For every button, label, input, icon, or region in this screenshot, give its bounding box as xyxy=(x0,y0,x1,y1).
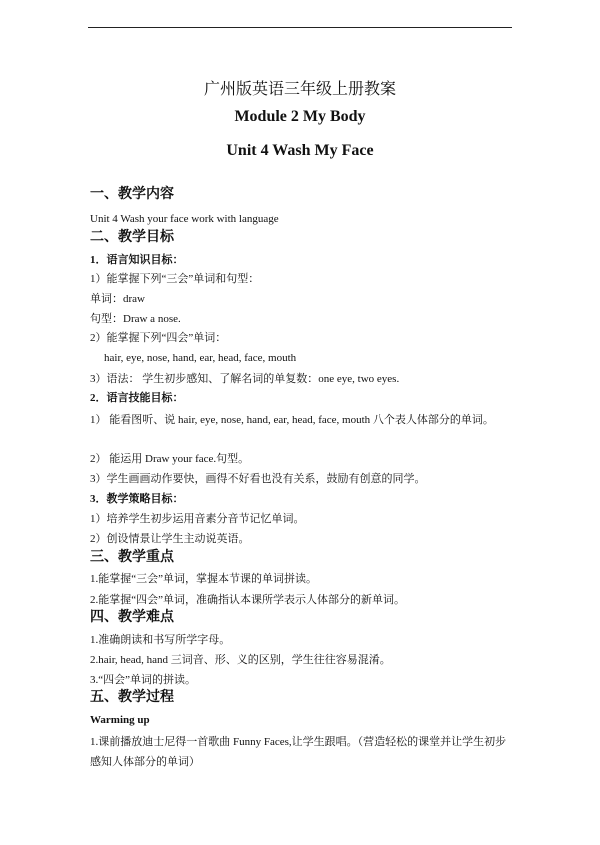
document-title: 广州版英语三年级上册教案 xyxy=(203,81,396,98)
key-point-line: 1.能掌握“三会”单词，掌握本节课的单词拼读。 xyxy=(90,573,318,585)
objective-line: hair, eye, nose, hand, ear, head, face, mouth xyxy=(104,352,297,364)
objective-line: 2） 能运用 Draw your face.句型。 xyxy=(90,453,250,465)
section-heading-objectives: 二、教学目标 xyxy=(90,230,174,245)
section-heading-process: 五、教学过程 xyxy=(90,690,174,705)
section-heading-key-points: 三、教学重点 xyxy=(90,550,174,565)
objective-line: 1）培养学生初步运用音素分音节记忆单词。 xyxy=(90,513,305,525)
difficulty-line: 3.“四会”单词的拼读。 xyxy=(90,674,197,686)
objective-line: 2）能掌握下列“四会”单词： xyxy=(90,332,227,344)
objective-line: 单词：draw xyxy=(90,293,145,305)
module-title: Module 2 My Body xyxy=(234,108,366,125)
objective-line: 2）创设情景让学生主动说英语。 xyxy=(90,533,250,545)
objective-line: 3）语法： 学生初步感知、了解名词的单复数：one eye, two eyes. xyxy=(90,373,400,385)
difficulty-line: 2.hair, head, hand 三词音、形、义的区别，学生往往容易混淆。 xyxy=(90,654,391,666)
difficulty-line: 1.准确朗读和书写所学字母。 xyxy=(90,634,231,646)
objective-line: 1）能掌握下列“三会”单词和句型： xyxy=(90,273,260,285)
unit-title: Unit 4 Wash My Face xyxy=(226,142,374,159)
objective-skills-heading: 2．语言技能目标： xyxy=(90,392,184,404)
objective-strategy-heading: 3．教学策略目标： xyxy=(90,493,184,505)
section-heading-difficulties: 四、教学难点 xyxy=(90,610,174,625)
objective-line: 3）学生画画动作要快，画得不好看也没有关系，鼓励有创意的同学。 xyxy=(90,473,426,485)
key-point-line: 2.能掌握“四会”单词，准确指认本课所学表示人体部分的新单词。 xyxy=(90,594,406,606)
content-text: Unit 4 Wash your face work with language xyxy=(90,213,279,225)
top-rule xyxy=(88,27,512,28)
process-line: 1.课前播放迪士尼得一首歌曲 Funny Faces,让学生跟唱。（营造轻松的课堂并让学生初步感知人体部分的单词） xyxy=(90,736,507,768)
objective-line: 1） 能看图听、说 hair, eye, nose, hand, ear, head, face, mouth 八个表人体部分的单词。 xyxy=(90,414,494,426)
objective-line: 句型：Draw a nose. xyxy=(90,313,181,325)
section-heading-content: 一、教学内容 xyxy=(90,187,174,202)
warming-up-heading: Warming up xyxy=(90,714,150,726)
objective-knowledge-heading: 1．语言知识目标： xyxy=(90,254,184,266)
